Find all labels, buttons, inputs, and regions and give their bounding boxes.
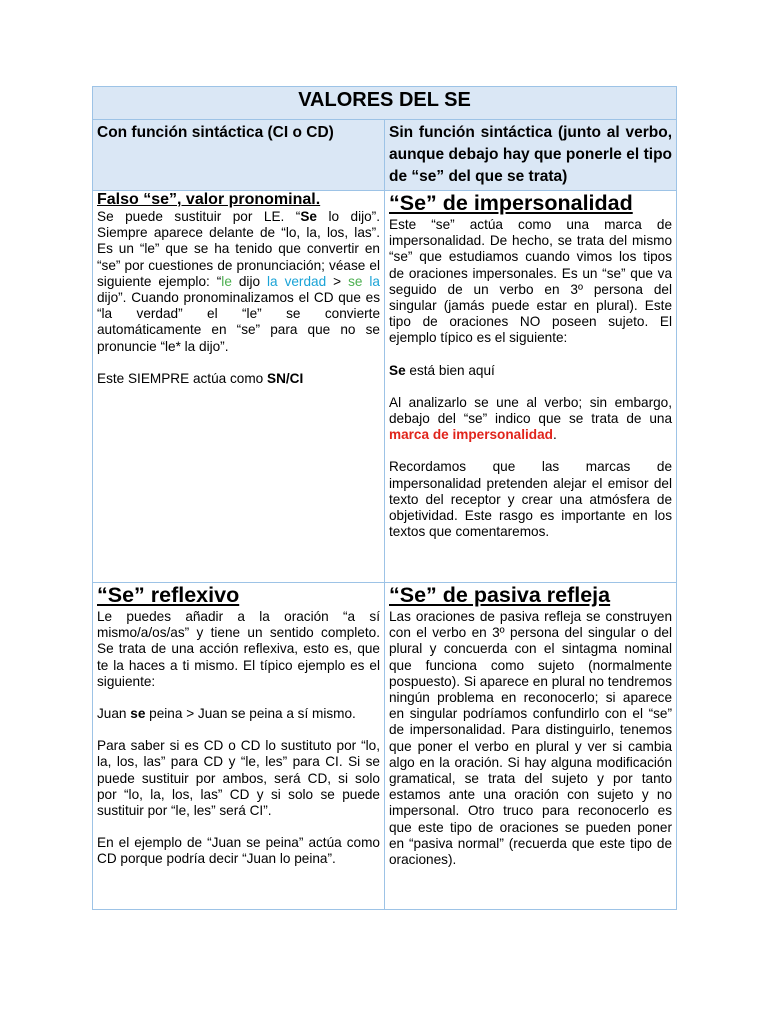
- pasiva-heading: “Se” de pasiva refleja: [389, 583, 611, 607]
- impersonal-heading: “Se” de impersonalidad: [389, 191, 633, 215]
- reflexivo-paragraph-3: En el ejemplo de “Juan se peina” actúa como CD porque podría decir “Juan lo peina”.: [97, 835, 380, 867]
- header-with-function: Con función sintáctica (CI o CD): [93, 120, 385, 191]
- example-le: le: [221, 273, 232, 289]
- example-la: la: [369, 273, 380, 289]
- impersonal-highlight: marca de impersonalidad: [389, 427, 553, 443]
- impersonal-example: Se está bien aquí: [389, 362, 495, 378]
- reflexivo-paragraph-1: Le puedes añadir a la oración “a sí mismo/a/os/as” y tiene un sentido completo. Se trata de una acción reflexiva, esto es, que te la haces a ti mismo. El típico ejemplo es el siguiente:: [97, 609, 380, 689]
- impersonal-paragraph-1: Este “se” actúa como una marca de impersonalidad. De hecho, se trata del mismo “se” que estudiamos cuando vimos los tipos de oraciones impersonales. Es un “se” que va seguido de un verbo en 3º persona del singular (jamás puede estar en plural). Este tipo de oraciones NO poseen sujeto. El ejemplo típico es el siguiente:: [389, 217, 673, 346]
- example-la-verdad: la verdad: [267, 273, 327, 289]
- cell-se-reflexivo: [93, 583, 385, 910]
- cell-falso-se: [93, 191, 385, 583]
- cell-se-pasiva-refleja: [385, 583, 677, 910]
- reflexivo-example: Juan se peina > Juan se peina a sí mismo.: [97, 706, 356, 722]
- pasiva-paragraph-1: Las oraciones de pasiva refleja se construyen con el verbo en 3º persona del singular o del plural y concuerda con el sintagma nominal que funciona como sujeto (normalmente pospuesto). Si aparece en plural no tendremos ningún problema en reconocerlo; si aparece en singular podríamos confundirlo con el “se” de impersonalidad. Para distinguirlo, tenemos que poner el verbo en plural y ver si cambia algo en la oración. Si hay alguna modificación gramatical, se trata del sujeto y por tanto estamos ante una oración con sujeto y no impersonal. Otro truco para reconocerlo es que este tipo de oraciones se pueden poner en “pasiva normal” (recuerda que este tipo de oraciones).: [389, 609, 673, 868]
- values-table: [92, 86, 677, 910]
- cell-se-impersonal: [385, 191, 677, 583]
- reflexivo-heading: “Se” reflexivo: [97, 583, 240, 607]
- falso-se-paragraph-1: Se puede sustituir por LE. “Se lo dijo”. Siempre aparece delante de “lo, la, los, las”. Es un “le” que se ha tenido que convertir en “se” por cuestiones de pronunciación; véase el siguiente ejemplo: “le dijo la verdad > se la dijo”. Cuando pronominalizamos el CD que es “la verdad” el “le” se convierte automáticamente en “se” para que no se pronuncie “le* la dijo”.: [97, 209, 380, 354]
- impersonal-paragraph-2: Al analizarlo se une al verbo; sin embargo, debajo del “se” indico que se trata de una marca de impersonalidad.: [389, 394, 673, 443]
- example-se: se: [348, 273, 363, 289]
- table-title: VALORES DEL SE: [93, 87, 677, 120]
- header-without-function: Sin función sintáctica (junto al verbo, aunque debajo hay que ponerle el tipo de “se” del que se trata): [385, 120, 677, 191]
- impersonal-paragraph-3: Recordamos que las marcas de impersonalidad pretenden alejar el emisor del texto del receptor y crear una atmósfera de objetividad. Este rasgo es importante en los textos que comentaremos.: [389, 459, 673, 540]
- falso-se-heading: Falso “se”, valor pronominal.: [97, 191, 321, 208]
- reflexivo-paragraph-2: Para saber si es CD o CD lo sustituto por “lo, la, los, las” para CD y “le, les” para CI. Si se puede sustituir por ambos, será CD, si solo por “lo, la, los, las” CD y si solo se puede sustituir por “le, les” será CI”.: [97, 738, 380, 819]
- falso-se-paragraph-2: Este SIEMPRE actúa como SN/CI: [97, 370, 304, 386]
